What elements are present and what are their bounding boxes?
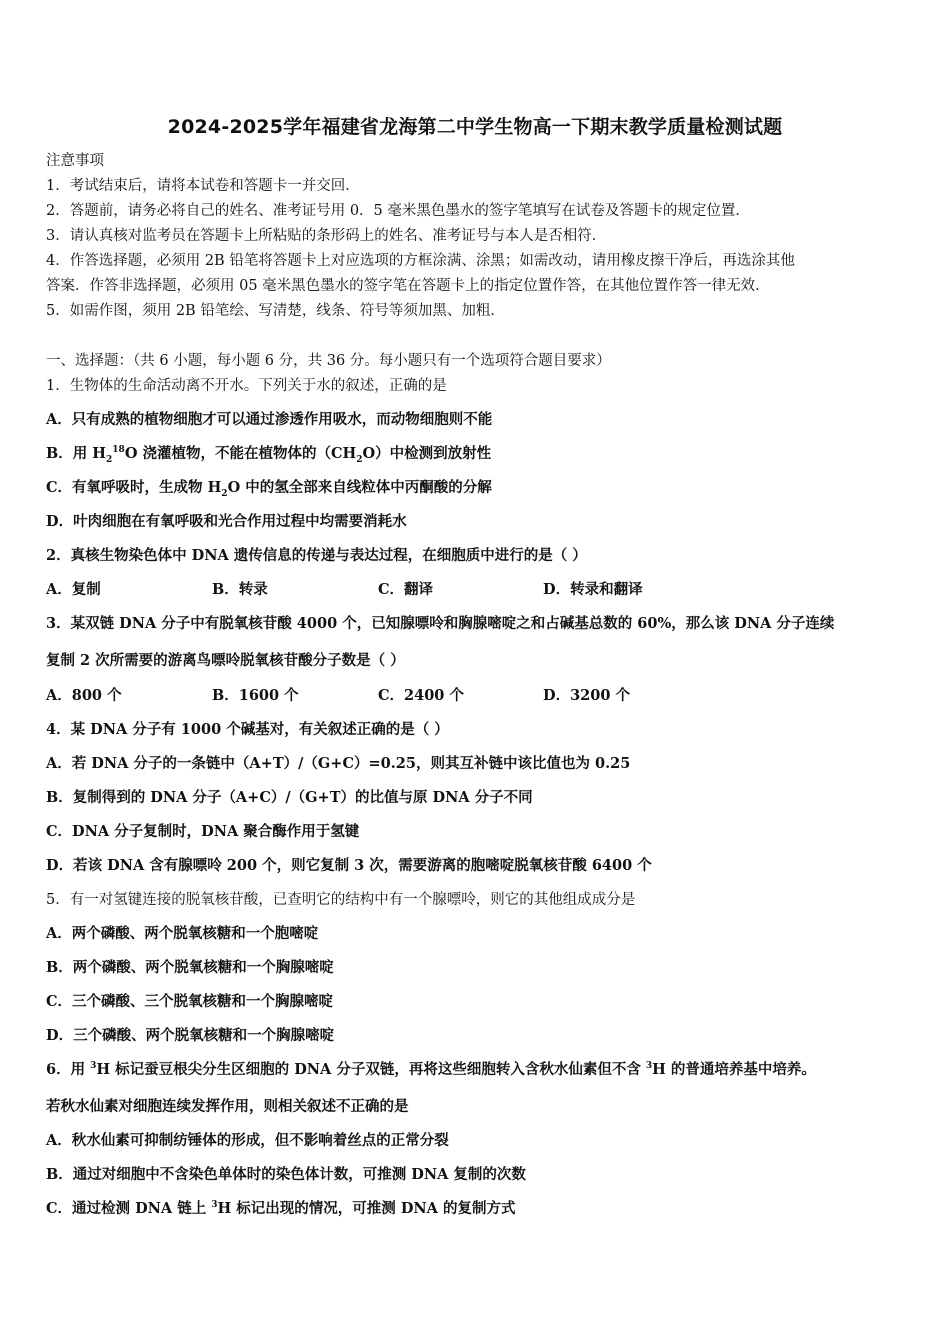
notice-item: 2．答题前，请务必将自己的姓名、准考证号用 0．5 毫米黑色墨水的签字笔填写在试卷及答题卡的规定位置．	[46, 203, 750, 219]
question-5-option-a: A．两个磷酸、两个脱氧核糖和一个胞嘧啶	[46, 925, 319, 942]
question-6-option-a: A．秋水仙素可抑制纺锤体的形成，但不影响着丝点的正常分裂	[46, 1132, 449, 1149]
notice-item: 答案．作答非选择题，必须用 05 毫米黑色墨水的签字笔在答题卡上的指定位置作答，在其他位置作答一律无效．	[46, 278, 770, 294]
question-6-stem: 6．用 $^3$H 标记蚕豆根尖分生区细胞的 DNA 分子双链，再将这些细胞转入含秋水仙素但不含 $^3$H 的普通培养基中培养。	[46, 1061, 816, 1078]
question-1-option-d: D．叶肉细胞在有氧呼吸和光合作用过程中均需要消耗水	[46, 513, 407, 530]
question-5-stem: 5．有一对氢键连接的脱氧核苷酸，已查明它的结构中有一个腺嘌呤，则它的其他组成成分是	[46, 892, 636, 908]
question-2-option-c: C．翻译	[378, 581, 434, 598]
question-6-stem-cont: 若秋水仙素对细胞连续发挥作用，则相关叙述不正确的是	[46, 1098, 409, 1115]
question-4-option-c: C．DNA 分子复制时，DNA 聚合酶作用于氢键	[46, 823, 360, 840]
question-1-stem: 1．生物体的生命活动离不开水。下列关于水的叙述，正确的是	[46, 378, 447, 394]
question-2-option-d: D．转录和翻译	[543, 581, 643, 598]
question-2-option-a: A．复制	[46, 581, 101, 598]
question-3-stem-cont: 复制 2 次所需要的游离鸟嘌呤脱氧核苷酸分子数是（ ）	[46, 652, 405, 669]
question-4-option-a: A．若 DNA 分子的一条链中（A+T）/（G+C）=0.25，则其互补链中该比值也为 0.25	[46, 755, 631, 772]
question-2-option-b: B．转录	[212, 581, 268, 598]
question-6-option-c: C．通过检测 DNA 链上 $^3$H 标记出现的情况，可推测 DNA 的复制方式	[46, 1200, 516, 1217]
page-title: 2024-2025学年福建省龙海第二中学生物高一下期末教学质量检测试题	[167, 116, 783, 138]
notice-item: 3．请认真核对监考员在答题卡上所粘贴的条形码上的姓名、准考证号与本人是否相符．	[46, 228, 607, 244]
question-1-option-a: A．只有成熟的植物细胞才可以通过渗透作用吸水，而动物细胞则不能	[46, 411, 493, 428]
notice-item: 1．考试结束后，请将本试卷和答题卡一并交回．	[46, 178, 360, 194]
question-3-option-a: A．800 个	[46, 687, 122, 704]
question-4-option-d: D．若该 DNA 含有腺嘌呤 200 个，则它复制 3 次，需要游离的胞嘧啶脱氧核苷酸 6400 个	[46, 857, 652, 874]
section-heading: 一、选择题：（共 6 小题，每小题 6 分，共 36 分。每小题只有一个选项符合题目要求）	[46, 353, 611, 369]
question-4-option-b: B．复制得到的 DNA 分子（A+C）/（G+T）的比值与原 DNA 分子不同	[46, 789, 533, 806]
question-3-stem: 3．某双链 DNA 分子中有脱氧核苷酸 4000 个，已知腺嘌呤和胸腺嘧啶之和占碱基总数的 60%，那么该 DNA 分子连续	[46, 615, 835, 632]
question-4-stem: 4．某 DNA 分子有 1000 个碱基对，有关叙述正确的是（ ）	[46, 721, 449, 738]
question-1-option-b: B．用 $H_2^{18}O$ 浇灌植物，不能在植物体的$(CH_2O)$中检测到放射性	[46, 445, 492, 465]
question-5-option-d: D．三个磷酸、两个脱氧核糖和一个胸腺嘧啶	[46, 1027, 335, 1044]
question-6-option-b: B．通过对细胞中不含染色单体时的染色体计数，可推测 DNA 复制的次数	[46, 1166, 526, 1183]
question-5-option-c: C．三个磷酸、三个脱氧核糖和一个胸腺嘧啶	[46, 993, 334, 1010]
notice-item: 5．如需作图，须用 2B 铅笔绘、写清楚，线条、符号等须加黑、加粗．	[46, 303, 505, 319]
question-5-option-b: B．两个磷酸、两个脱氧核糖和一个胸腺嘧啶	[46, 959, 334, 976]
notice-heading: 注意事项	[46, 153, 104, 169]
question-3-option-c: C．2400 个	[378, 687, 464, 704]
question-3-option-b: B．1600 个	[212, 687, 299, 704]
question-1-option-c: C．有氧呼吸时，生成物 $H_2O$ 中的氢全部来自线粒体中丙酮酸的分解	[46, 479, 492, 499]
question-2-stem: 2．真核生物染色体中 DNA 遗传信息的传递与表达过程，在细胞质中进行的是（ ）	[46, 547, 587, 564]
question-3-option-d: D．3200 个	[543, 687, 630, 704]
notice-item: 4．作答选择题，必须用 2B 铅笔将答题卡上对应选项的方框涂满、涂黑；如需改动，请用橡皮擦干净后，再选涂其他	[46, 253, 795, 269]
